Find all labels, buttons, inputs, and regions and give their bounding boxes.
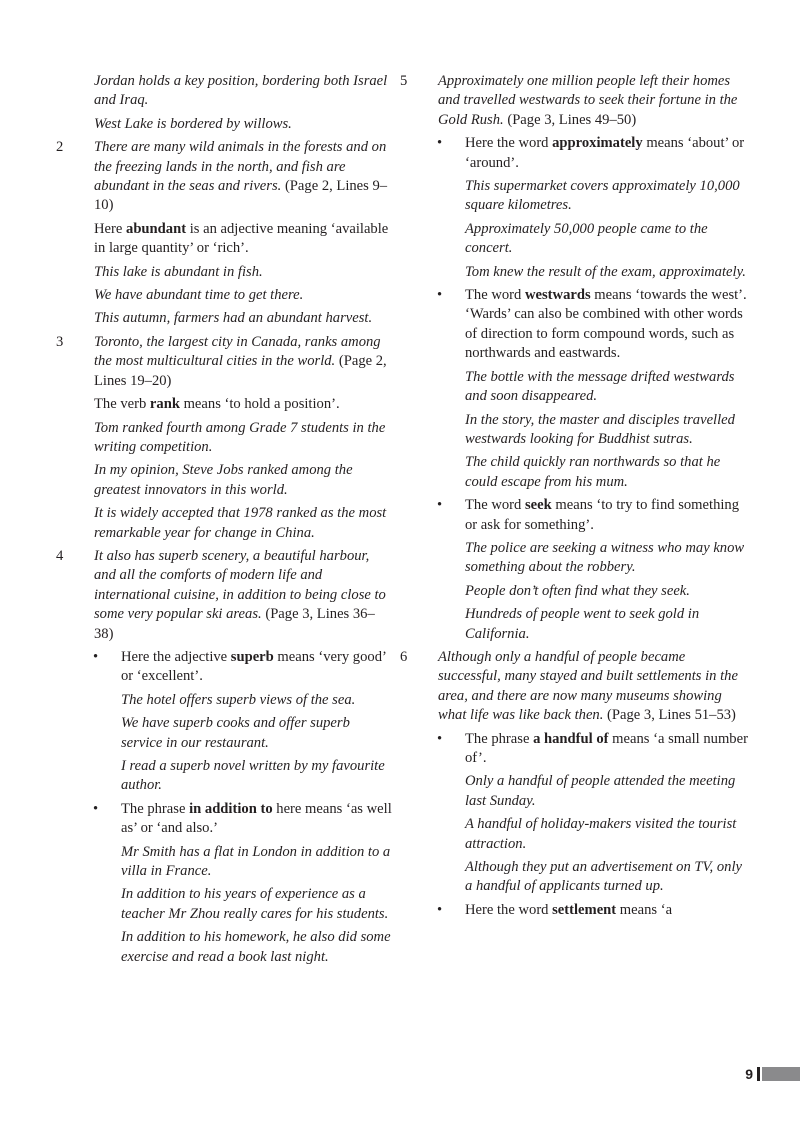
bullet-dot-icon: • (437, 497, 443, 514)
bullet-dot-icon: • (93, 800, 99, 817)
page-number: 9 (745, 1066, 753, 1082)
example-sentence: In addition to his years of experience as a teacher Mr Zhou really cares for his students. (121, 886, 389, 922)
example-sentence: Tom knew the result of the exam, approximately. (465, 263, 746, 280)
explanation-text: means ‘very good’ or ‘excellent’. (121, 648, 386, 685)
explanation-lead: The phrase (121, 800, 190, 817)
bullet-dot-icon: • (93, 648, 99, 665)
example-sentence: This autumn, farmers had an abundant harvest. (94, 310, 373, 327)
example-sentence: In addition to his homework, he also did some exercise and read a book last night. (121, 929, 391, 965)
note-item-6 (400, 648, 748, 920)
item-number: 2 (56, 139, 64, 156)
note-item-3 (56, 333, 392, 543)
explanation-text: means ‘to try to find something or ask for something’. (465, 497, 740, 533)
explanation-lead: Here the word (465, 901, 553, 918)
key-term: approximately (552, 135, 643, 152)
bullet-explanation (408, 730, 748, 769)
note-item-2 (56, 138, 392, 329)
page-tab-bar (762, 1067, 800, 1081)
key-term: settlement (552, 901, 617, 918)
note-quote (56, 138, 392, 216)
key-term: abundant (126, 220, 187, 237)
key-term: westwards (524, 287, 591, 304)
quote-reference: (Page 3, Lines 36–38) (94, 606, 375, 642)
explanation-text: here means ‘as well as’ or ‘and also.’ (121, 800, 392, 837)
example-sentence: We have superb cooks and offer superb service in our restaurant. (121, 715, 350, 751)
example-sentence: I read a superb novel written by my favourite author. (121, 758, 385, 794)
example-sentence: Mr Smith has a flat in London in addition to a villa in France. (121, 843, 391, 880)
quote-text: Toronto, the largest city in Canada, ranks among the most multicultural cities in the world. (94, 333, 381, 370)
item-number: 3 (56, 333, 64, 350)
intro-example: Jordan holds a key position, bordering both Israel and Iraq. (94, 73, 388, 109)
bullet-dot-icon: • (437, 135, 443, 152)
intro-example: West Lake is bordered by willows. (94, 115, 292, 132)
explanation-text: means ‘a small number of’. (465, 730, 748, 766)
explanation-lead: Here the adjective (121, 648, 231, 665)
example-sentence: Although they put an advertisement on TV, only a handful of applicants turned up. (465, 859, 742, 895)
bullet-explanation (64, 800, 392, 839)
item-number: 4 (56, 547, 64, 564)
explanation-text: is an adjective meaning ‘available in large quantity’ or ‘rich’. (94, 220, 389, 257)
item-number: 5 (400, 73, 408, 89)
explanation-lead: The word (465, 287, 525, 304)
note-quote (400, 72, 748, 130)
note-quote (400, 648, 748, 726)
example-sentence: People don’t often find what they seek. (465, 582, 690, 599)
item-number: 6 (400, 648, 408, 665)
example-sentence: The bottle with the message drifted westwards and soon disappeared. (465, 368, 735, 405)
explanation-text: means ‘to hold a position’. (179, 396, 340, 413)
page-footer (745, 1066, 800, 1082)
note-quote (56, 547, 392, 644)
bullet-explanation (408, 901, 748, 920)
example-sentence: In my opinion, Steve Jobs ranked among the greatest innovators in this world. (94, 462, 353, 498)
explanation-lead: The phrase (465, 730, 534, 747)
example-sentence: In the story, the master and disciples travelled westwards looking for Buddhist sutras. (465, 411, 735, 447)
explanation-text: means ‘towards the west’. ‘Wards’ can also be combined with other words of direction to form compound words, such as northwards and eastwards. (465, 287, 747, 362)
explanation-lead: Here (94, 220, 127, 237)
explanation (64, 220, 392, 259)
explanation-lead: The verb (94, 396, 150, 413)
quote-reference: (Page 2, Lines 9–10) (94, 178, 388, 214)
quote-text: Approximately one million people left their homes and travelled westwards to seek their fortune in the Gold Rush. (438, 73, 738, 128)
quote-reference: (Page 2, Lines 19–20) (94, 353, 387, 389)
key-term: seek (524, 497, 552, 514)
explanation-lead: Here the word (465, 135, 553, 152)
example-sentence: Hundreds of people went to seek gold in California. (465, 606, 700, 642)
explanation-text: means ‘about’ or ‘around’. (465, 135, 745, 171)
bullet-explanation (408, 134, 748, 173)
quote-text: There are many wild animals in the forests and on the freezing lands in the north, and fish are abundant in the seas and rivers. (94, 139, 387, 195)
note-item-4 (56, 547, 392, 967)
key-term: a handful of (533, 730, 609, 747)
key-term: rank (149, 396, 180, 413)
example-sentence: A handful of holiday-makers visited the tourist attraction. (465, 816, 737, 852)
example-sentence: We have abundant time to get there. (94, 287, 304, 304)
quote-reference: (Page 3, Lines 51–53) (607, 707, 736, 724)
quote-reference: (Page 3, Lines 49–50) (507, 111, 637, 128)
explanation-lead: The word (465, 497, 525, 514)
note-quote (56, 333, 392, 391)
example-sentence: Only a handful of people attended the meeting last Sunday. (465, 773, 736, 809)
example-sentence: The child quickly ran northwards so that he could escape from his mum. (465, 454, 721, 490)
page-marker-icon (757, 1067, 760, 1081)
bullet-dot-icon: • (437, 287, 443, 304)
quote-text: Although only a handful of people became successful, many stayed and built settlements in the area, and there are now many museums showing what life was like back then. (438, 648, 738, 724)
key-term: in addition to (189, 800, 273, 817)
example-sentence: Approximately 50,000 people came to the concert. (465, 220, 708, 257)
left-column (56, 72, 392, 971)
explanation-text: means ‘a (616, 901, 673, 918)
example-sentence: This lake is abundant in fish. (94, 263, 263, 280)
example-sentence: The police are seeking a witness who may know something about the robbery. (465, 539, 745, 576)
bullet-dot-icon: • (437, 730, 443, 747)
example-sentence: This supermarket covers approximately 10,000 square kilometres. (465, 178, 740, 214)
bullet-explanation (408, 286, 748, 364)
bullet-explanation (408, 496, 748, 535)
example-sentence: It is widely accepted that 1978 ranked as the most remarkable year for change in China. (94, 505, 387, 541)
note-item-5 (400, 72, 748, 644)
example-sentence: The hotel offers superb views of the sea. (121, 691, 356, 708)
example-sentence: Tom ranked fourth among Grade 7 students in the writing competition. (94, 419, 386, 455)
key-term: superb (230, 648, 274, 665)
bullet-explanation (64, 648, 392, 687)
right-column (400, 72, 748, 924)
explanation (64, 395, 392, 414)
quote-text: It also has superb scenery, a beautiful harbour, and all the comforts of modern life and international cuisine, in addition to being close to some very popular ski areas. (94, 547, 386, 623)
bullet-dot-icon: • (437, 901, 443, 918)
